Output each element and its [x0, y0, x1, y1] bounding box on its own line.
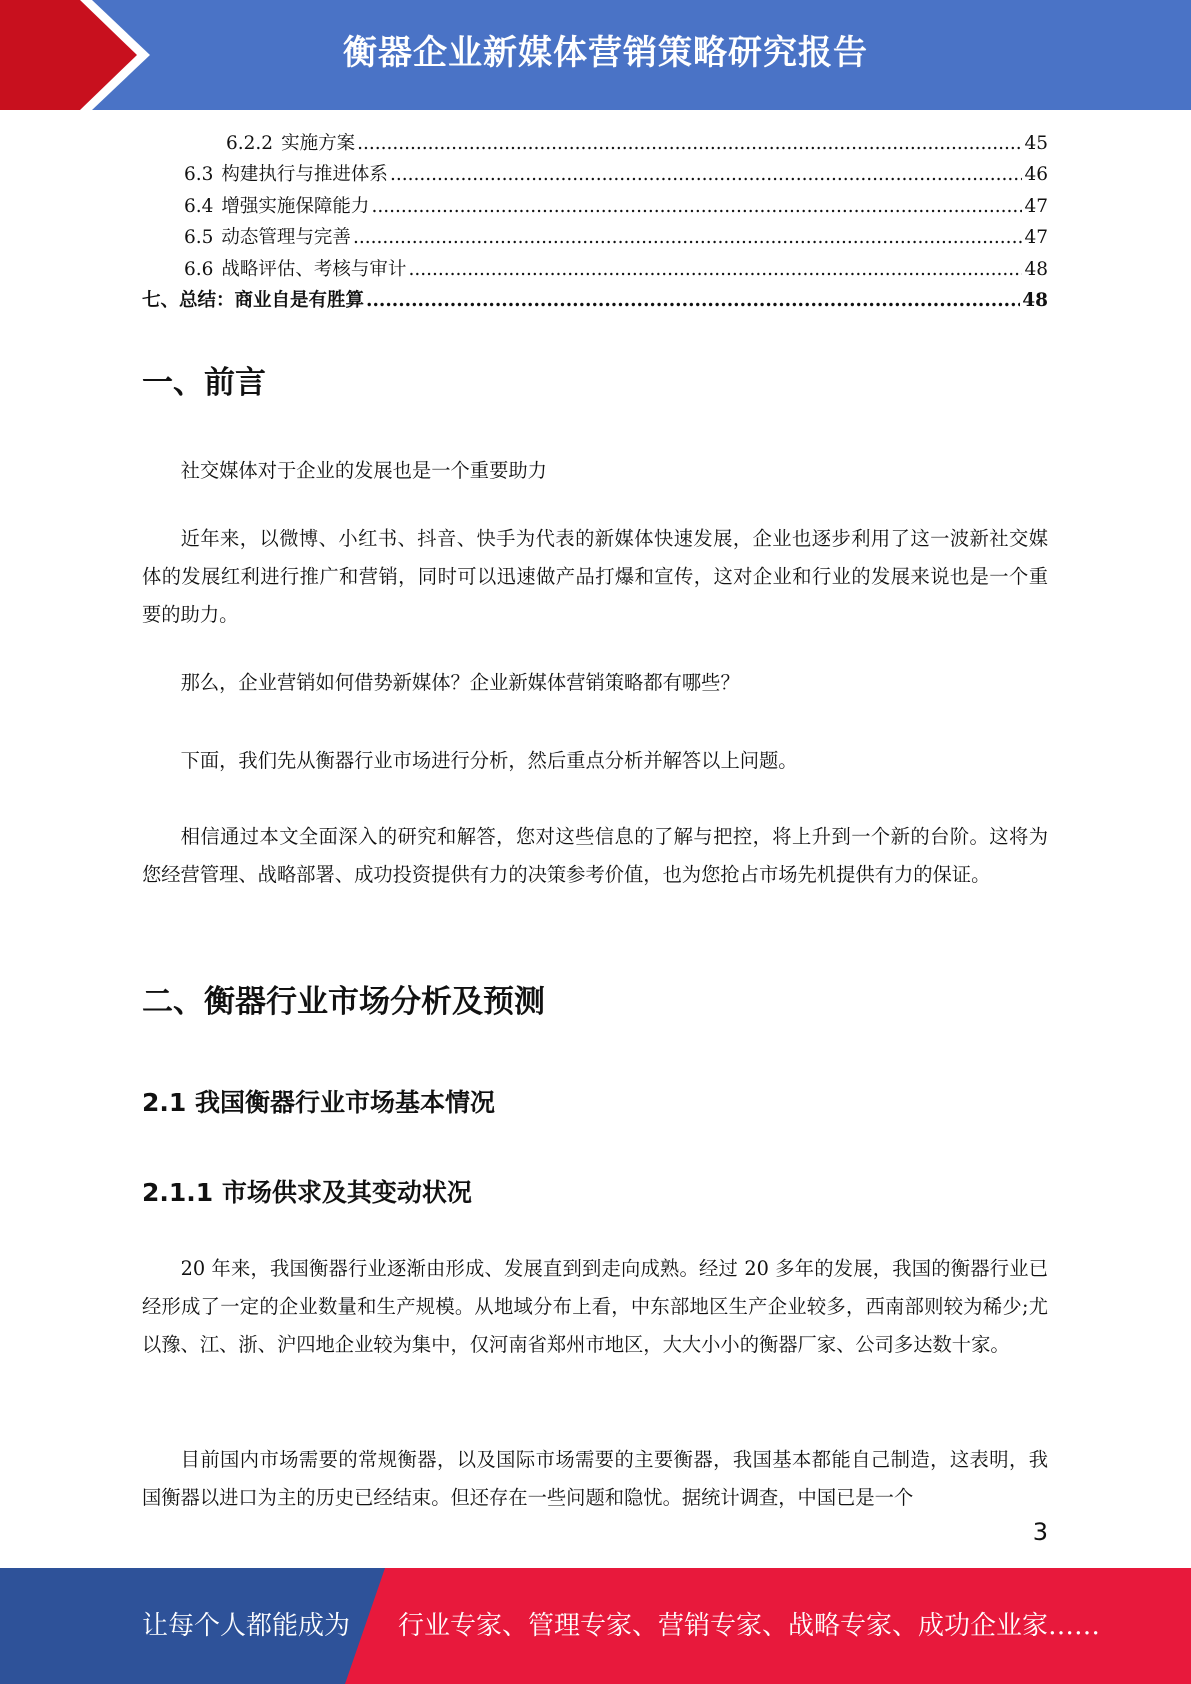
toc-entry-number: 6.4: [184, 195, 214, 217]
toc-entry-label: 总结：商业自是有胜算: [179, 289, 365, 311]
toc-entry-page: 48: [1024, 258, 1048, 280]
toc-entry[interactable]: [142, 159, 1048, 190]
toc-entry-page: 47: [1024, 227, 1048, 249]
toc-entry-number: 七、: [142, 289, 180, 311]
footer-slogan-left: 让每个人都能成为: [142, 1611, 351, 1641]
toc-entry-number: 6.2.2: [226, 133, 274, 154]
paragraph: 目前国内市场需要的常规衡器，以及国际市场需要的主要衡器，我国基本都能自己制造，这表明，我国衡器以进口为主的历史已经结束。但还存在一些问题和隐忧。据统计调查，中国已是一个: [142, 1448, 1048, 1509]
toc-entry-page: 48: [1022, 289, 1048, 311]
subsection-heading: 2.1 我国衡器行业市场基本情况: [142, 1088, 495, 1117]
paragraph: 下面，我们先从衡器行业市场进行分析，然后重点分析并解答以上问题。: [180, 749, 798, 772]
table-of-contents: [142, 128, 1048, 316]
footer-slogan-right: 行业专家、管理专家、营销专家、战略专家、成功企业家……: [398, 1611, 1101, 1641]
toc-leader-dots: [371, 191, 1022, 222]
toc-leader-dots: [366, 285, 1020, 316]
toc-entry[interactable]: [142, 254, 1048, 285]
paragraph: 近年来，以微博、小红书、抖音、快手为代表的新媒体快速发展，企业也逐步利用了这一波新社交媒体的发展红利进行推广和营销，同时可以迅速做产品打爆和宣传，这对企业和行业的发展来说也是一个重要的助力。: [142, 527, 1048, 626]
toc-entry[interactable]: [142, 285, 1048, 316]
paragraph: 社交媒体对于企业的发展也是一个重要助力: [180, 459, 547, 482]
toc-entry-page: 45: [1024, 133, 1048, 154]
toc-leader-dots: [408, 254, 1022, 285]
toc-entry-number: 6.6: [184, 258, 214, 280]
toc-entry-page: 46: [1024, 164, 1048, 186]
section-heading-market-analysis: 二、衡器行业市场分析及预测: [142, 984, 545, 1020]
paragraph: 相信通过本文全面深入的研究和解答，您对这些信息的了解与把控，将上升到一个新的台阶。这将为您经营管理、战略部署、成功投资提供有力的决策参考价值，也为您抢占市场先机提供有力的保证。: [142, 825, 1048, 886]
toc-leader-dots: [357, 128, 1022, 159]
toc-entry-label: 动态管理与完善: [221, 227, 351, 249]
subsubsection-heading: 2.1.1 市场供求及其变动状况: [142, 1178, 472, 1207]
toc-entry-number: 6.3: [184, 164, 214, 186]
paragraph: 那么，企业营销如何借势新媒体？企业新媒体营销策略都有哪些？: [180, 671, 740, 694]
page-header: [0, 0, 1191, 110]
page-footer: [0, 1568, 1191, 1684]
toc-entry-label: 战略评估、考核与审计: [221, 258, 407, 280]
toc-entry-label: 实施方案: [281, 133, 356, 154]
page-number: 3: [1032, 1518, 1048, 1546]
paragraph: 20 年来，我国衡器行业逐渐由形成、发展直到到走向成熟。经过 20 多年的发展，我国的衡器行业已经形成了一定的企业数量和生产规模。从地域分布上看，中东部地区生产企业较多，西南部则较为稀少;尤以豫、江、浙、沪四地企业较为集中，仅河南省郑州市地区，大大小小的衡器厂家、公司多达数十家。: [142, 1257, 1048, 1356]
toc-entry[interactable]: [142, 222, 1048, 253]
toc-entry-label: 构建执行与推进体系: [221, 164, 388, 186]
toc-entry[interactable]: [142, 128, 1048, 159]
toc-entry-page: 47: [1024, 195, 1048, 217]
header-title: 衡器企业新媒体营销策略研究报告: [343, 33, 868, 73]
toc-leader-dots: [353, 222, 1023, 253]
toc-leader-dots: [390, 159, 1023, 190]
section-heading-preface: 一、前言: [142, 365, 266, 401]
toc-entry-number: 6.5: [184, 227, 214, 249]
toc-entry[interactable]: [142, 191, 1048, 222]
toc-entry-label: 增强实施保障能力: [221, 195, 370, 217]
